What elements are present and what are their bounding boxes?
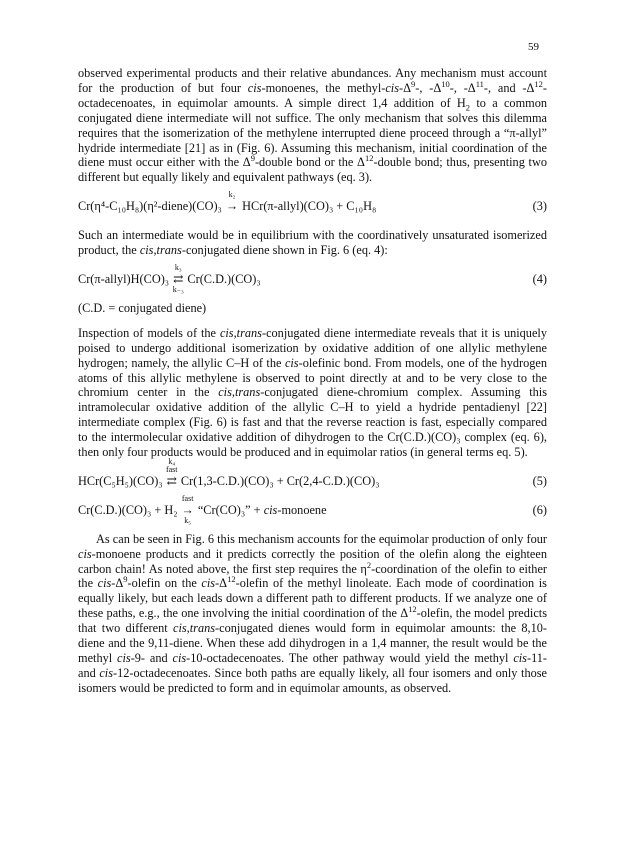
page-body [78,66,547,696]
eq5-number: (5) [532,473,547,488]
equation-6 [78,493,547,526]
eq6-left: Cr(C.D.)(CO)₃ + H₂ [78,502,178,517]
eq6-right: “Cr(CO)₃” + cis-monoene [197,502,327,517]
eq5-right: Cr(1,3-C.D.)(CO)₃ + Cr(2,4-C.D.)(CO)₃ [180,473,380,488]
eq3-right: HCr(π-allyl)(CO)₃ + C₁₀H₈ [242,199,377,214]
eq5-left: HCr(C₅H₅)(CO)₃ [78,473,163,488]
eq5-arrow: k₄ fast ⇄ [165,456,178,488]
equation-4 [78,262,547,295]
eq4-right: Cr(C.D.)(CO)₃ [187,271,261,286]
paragraph-equilibrium: Such an intermediate would be in equilibrium with the coordinatively unsaturated isomerized product, the cis,trans-conjugated diene shown in Fig. 6 (eq. 4): [78,228,547,258]
eq4-number: (4) [532,271,547,286]
eq3-left: Cr(η⁴-C₁₀H₈)(η²-diene)(CO)₃ [78,199,222,214]
eq4-arrow: k₃ ⇄ k₋₃ [172,262,184,295]
paragraph-mechanism-intro: observed experimental products and their relative abundances. Any mechanism must account for the production of but four cis-monoenes, the methyl-$cis-\Delta^9-$, $-\Delta^{10}-$, $-\Delta^{11}-$, and $-\Delta^{12}$-octadecenoates, in equimolar amounts. A simple direct 1,4 addition of $H_2$ to a common conjugated diene intermediate will not suffice. The only mechanism that solves this dilemma requires that the isomerization of the methylene interrupted diene proceed through a “π-allyl” hydride intermediate [21] as in (Fig. 6). Assuming this mechanism, initial coordination of the diene must occur either with the $\Delta^9$-double bond or the $\Delta^{12}$-double bond; thus, presenting two different but equally likely and equivalent pathways (eq. 3). [78,66,548,185]
paragraph-conclusion: As can be seen in Fig. 6 this mechanism accounts for the equimolar production of only four cis-monoene products and it predicts correctly the position of the olefin along the eighteen carbon chain! As noted above, the first step requires the $\eta^2$-coordination of the olefin to either the cis-$\Delta^9$-olefin on the cis-$\Delta^{12}$-olefin of the methyl linoleate. Each mode of coordination is equally likely, but each leads down a different path to different products. If we analyze one of these paths, e.g., the one involving the initial coordination of the $\Delta^{12}$-olefin, the model predicts that two different cis,trans-conjugated dienes would form in equimolar amounts: the 8,10-diene and the 9,11-diene. When these add dihydrogen in a 1,4 manner, the result would be the methyl cis-9- and cis-10-octadecenoates. The other pathway would yield the methyl cis-11- and cis-12-octadecenoates. Since both paths are equally likely, all four isomers and only those isomers would be predicted to form and in equimolar amounts, as observed. [78,531,548,695]
eq3-number: (3) [532,199,547,214]
cd-definition: (C.D. = conjugated diene) [78,300,207,315]
equation-5 [78,456,547,489]
eq6-arrow: fast → k₅ [181,493,194,526]
paragraph-inspection: Inspection of models of the cis,trans-conjugated diene intermediate reveals that it is uniquely poised to undergo additional isomerization by oxidative addition of one allylic methylene hydrogen; namely, the allylic C–H of the cis-olefinic bond. From models, one of the hydrogen atoms of this allylic methylene is observed to point directly at and to be very close to the chromium center in the cis,trans-conjugated diene-chromium complex. Assuming this intramolecular oxidative addition of the allylic C–H to yield a hydride pentadienyl [22] intermediate complex (Fig. 6) is fast and that the reverse reaction is fast, especially compared to the intermolecular oxidative addition of dihydrogen to the Cr(C.D.)(CO)₃ complex (eq. 6), then only four products would be produced and in equimolar ratios (in general terms eq. 5). [78,325,547,460]
eq3-arrow: k₂ → [225,190,239,214]
eq6-number: (6) [532,502,547,517]
equation-3 [78,190,547,214]
eq4-left: Cr(π-allyl)H(CO)₃ [78,271,170,286]
page-number: 59 [528,41,539,53]
